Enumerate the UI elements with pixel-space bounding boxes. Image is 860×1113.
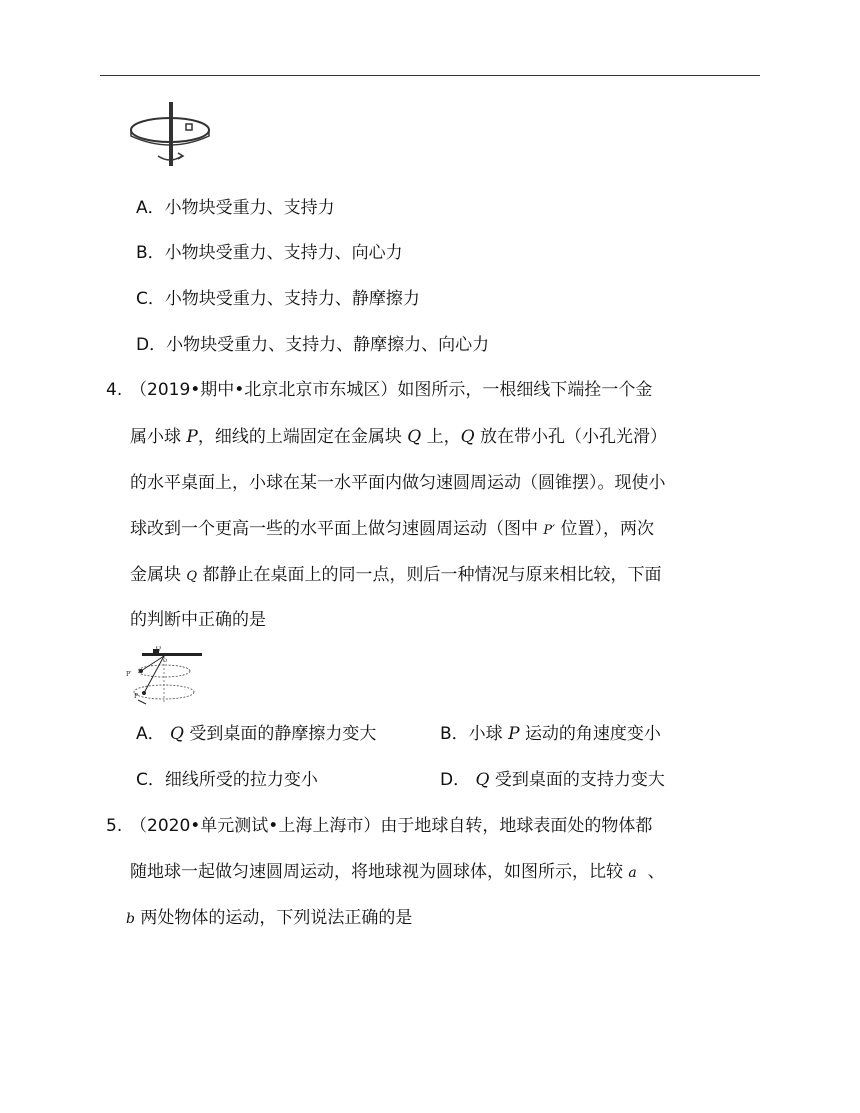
q3-option-b[interactable]: B．小物块受重力、支持力、向心力	[136, 243, 403, 263]
q4-number: 4.	[106, 380, 123, 400]
q5-number: 5.	[106, 816, 123, 836]
q5-line2: 随地球一起做匀速圆周运动，将地球视为圆球体，如图所示，比较 a 、	[130, 862, 665, 882]
header-rule	[100, 75, 760, 76]
q4-option-d[interactable]: D． Q 受到桌面的支持力变大	[440, 770, 665, 790]
q3-option-d[interactable]: D．小物块受重力、支持力、静摩擦力、向心力	[136, 335, 490, 355]
q4-line2: 属小球 P，细线的上端固定在金属块 Q 上，Q 放在带小孔（小孔光滑）	[130, 427, 667, 447]
q4-line6: 的判断中正确的是	[130, 610, 266, 630]
q4-option-b[interactable]: B．小球 P 运动的角速度变小	[440, 724, 661, 744]
q3-option-c[interactable]: C．小物块受重力、支持力、静摩擦力	[136, 289, 420, 309]
q4-option-a[interactable]: A． Q 受到桌面的静摩擦力变大	[136, 724, 377, 744]
q5-line3: b 两处物体的运动，下列说法正确的是	[126, 908, 413, 928]
q3-option-a[interactable]: A．小物块受重力、支持力	[136, 198, 335, 218]
turntable-figure	[128, 100, 212, 170]
q4-line5: 金属块 Q 都静止在桌面上的同一点，则后一种情况与原来相比较，下面	[130, 565, 662, 585]
svg-text:Q: Q	[156, 646, 161, 652]
q5-line1: （2020•单元测试•上海上海市）由于地球自转，地球表面处的物体都	[130, 816, 653, 836]
q4-line3: 的水平桌面上，小球在某一水平面内做匀速圆周运动（圆锥摆）。现使小	[130, 473, 666, 493]
q4-line4: 球改到一个更高一些的水平面上做匀速圆周运动（图中 P′ 位置），两次	[130, 519, 655, 539]
q4-line1: （2019•期中•北京北京市东城区）如图所示，一根细线下端拴一个金	[130, 380, 653, 400]
svg-text:P′: P′	[126, 671, 132, 678]
q4-option-c[interactable]: C．细线所受的拉力变小	[136, 770, 318, 790]
svg-text:O: O	[163, 658, 168, 664]
svg-text:P: P	[134, 693, 139, 700]
conical-pendulum-figure	[126, 646, 210, 706]
